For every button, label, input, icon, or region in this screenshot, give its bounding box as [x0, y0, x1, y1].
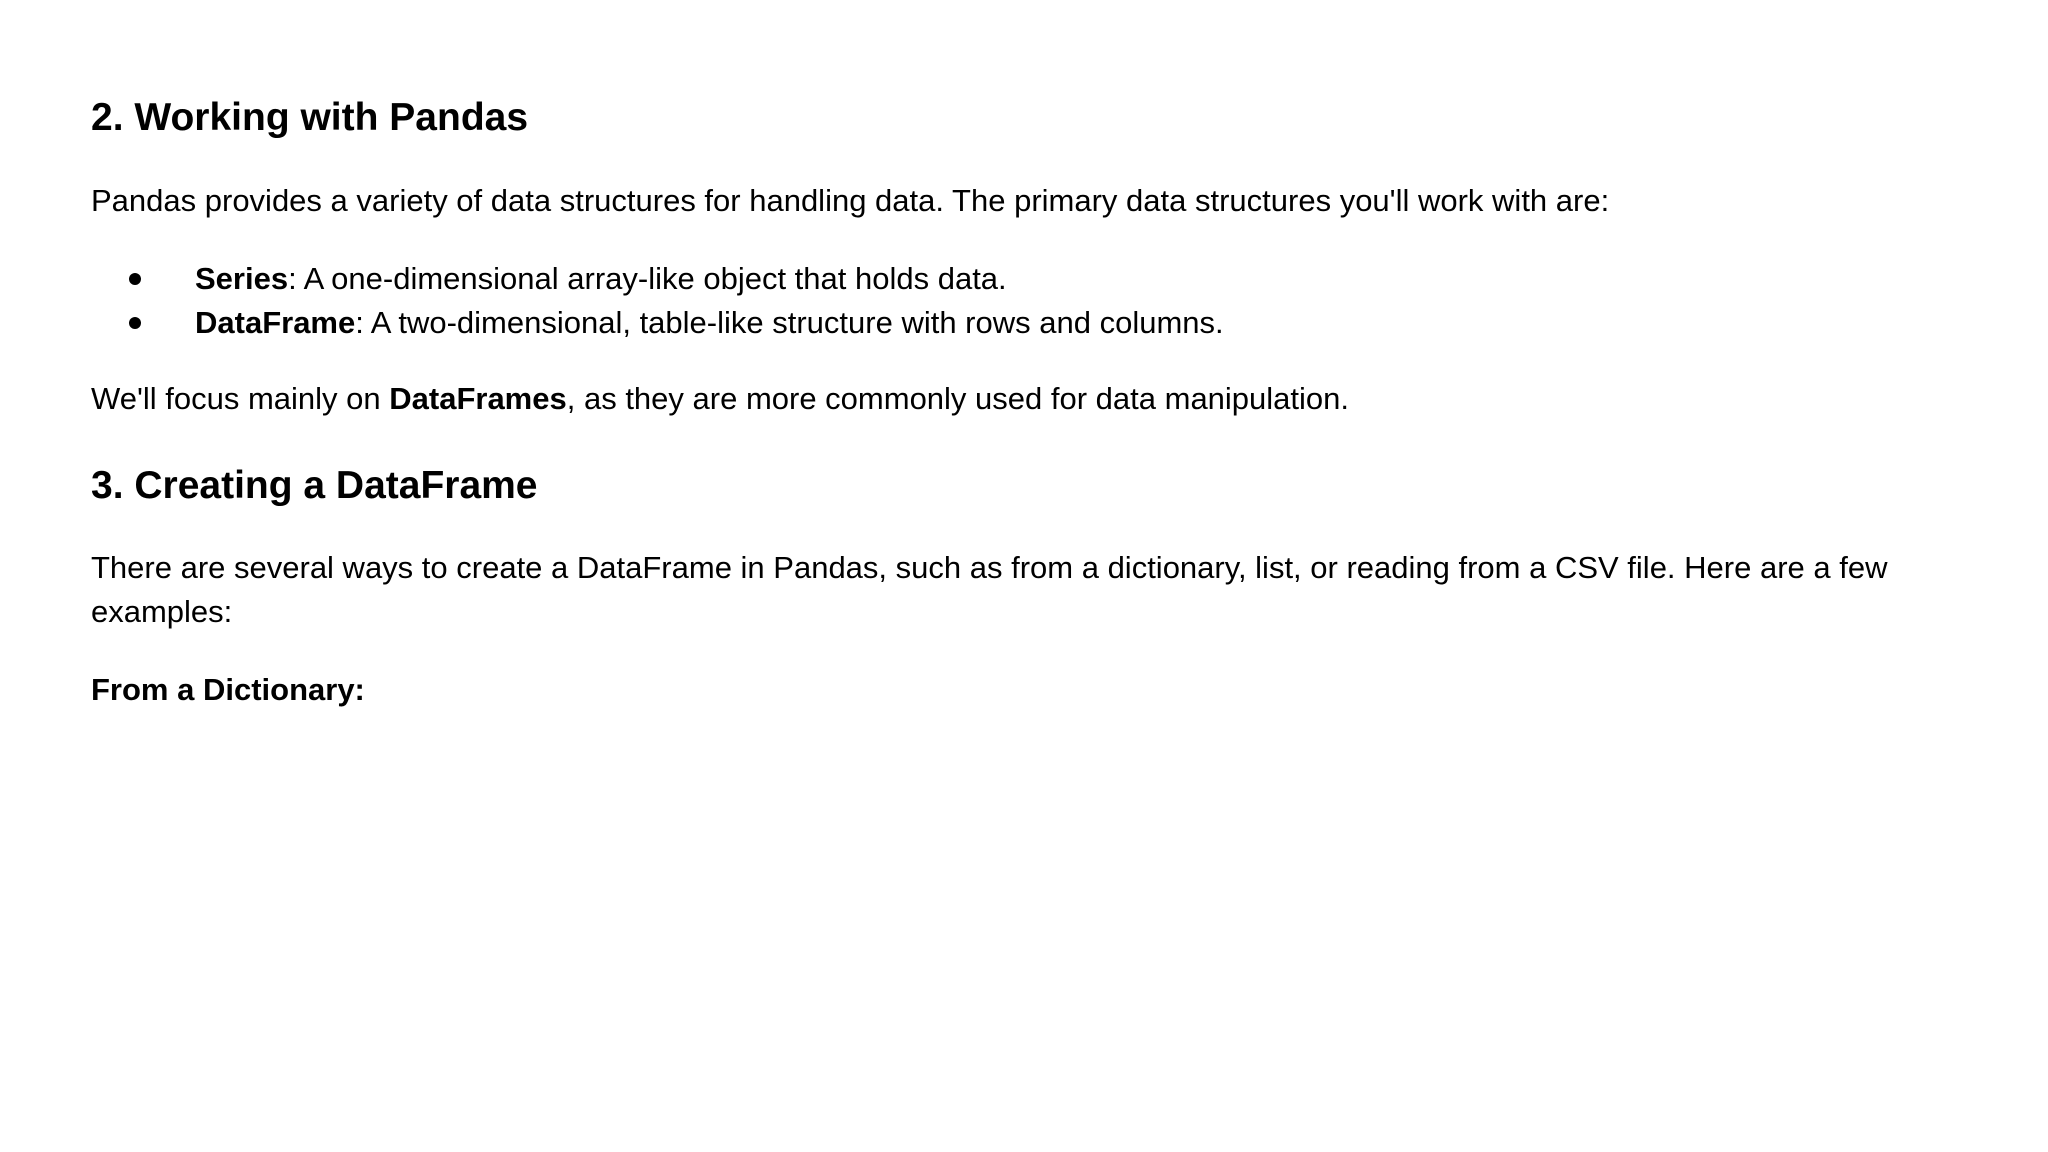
bullet-icon — [129, 317, 141, 329]
section3-intro-paragraph: There are several ways to create a DataFrame in Pandas, such as from a dictionary, list, or reading from a CSV file. Here are a few examples: — [91, 550, 1888, 629]
focus-paragraph — [91, 377, 1971, 421]
term-dataframe: DataFrame — [195, 305, 356, 340]
section2-intro-paragraph: Pandas provides a variety of data structures for handling data. The primary data structures you'll work with are: — [91, 183, 1610, 218]
section-heading-working-with-pandas: 2. Working with Pandas — [91, 96, 529, 139]
term-series-description: : A one-dimensional array-like object that holds data. — [288, 261, 1007, 296]
section-heading-creating-a-dataframe: 3. Creating a DataFrame — [91, 464, 538, 507]
list-item-dataframe — [91, 301, 1891, 345]
focus-text-after: , as they are more commonly used for data manipulation. — [566, 381, 1350, 416]
data-structures-list — [91, 257, 1891, 345]
subheading-from-a-dictionary: From a Dictionary: — [91, 672, 365, 707]
bullet-icon — [129, 273, 141, 285]
term-series: Series — [195, 261, 289, 296]
focus-text-bold: DataFrames — [389, 381, 567, 416]
focus-text-before: We'll focus mainly on — [91, 381, 390, 416]
list-item-series — [91, 257, 1891, 301]
term-dataframe-description: : A two-dimensional, table-like structure with rows and columns. — [355, 305, 1224, 340]
